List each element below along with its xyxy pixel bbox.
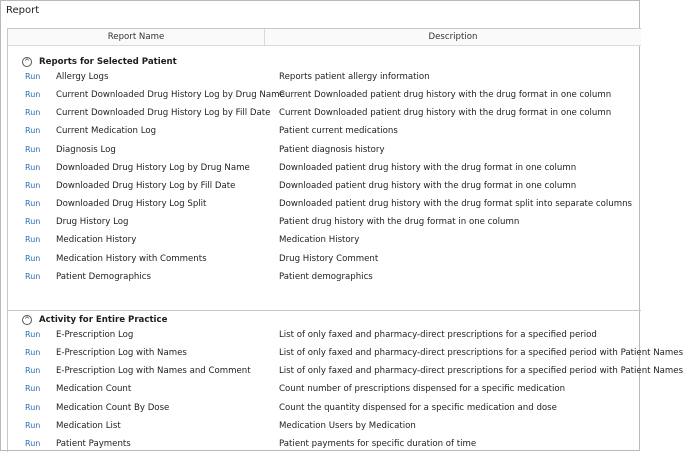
report-name-cell: Patient Demographics (56, 271, 151, 282)
report-name-cell: Medication History (56, 235, 137, 246)
table-row[interactable] (8, 362, 683, 380)
run-link[interactable]: Run (25, 199, 41, 209)
report-description-cell: Medication Users by Medication (279, 420, 416, 431)
column-header-description[interactable]: Description (428, 32, 478, 42)
report-description-cell: List of only faxed and pharmacy-direct prescriptions for a specified period (279, 330, 597, 340)
report-name-cell: Downloaded Drug History Log by Fill Date (56, 180, 236, 191)
report-description-cell: List of only faxed and pharmacy-direct prescriptions for a specified period with Patient Names (279, 366, 683, 377)
report-name-cell: Downloaded Drug History Log by Drug Name (56, 162, 250, 173)
report-name-cell: Diagnosis Log (56, 144, 116, 155)
table-row[interactable] (8, 344, 683, 362)
table-row[interactable] (8, 399, 641, 417)
run-link[interactable]: Run (25, 217, 41, 227)
table-row[interactable] (8, 435, 641, 453)
column-header-row (8, 29, 641, 46)
table-row[interactable] (8, 141, 641, 159)
run-link[interactable]: Run (25, 366, 41, 376)
table-row[interactable] (8, 250, 641, 268)
report-description-cell: Patient payments for specific duration of time (279, 438, 477, 449)
run-link[interactable]: Run (25, 402, 41, 412)
run-link[interactable]: Run (25, 90, 41, 100)
table-row[interactable] (8, 380, 641, 398)
report-description-cell: Reports patient allergy information (279, 72, 430, 82)
report-name-cell: Current Medication Log (56, 126, 157, 137)
collapse-toggle-icon[interactable]: ^ (22, 57, 32, 67)
report-name-cell: Allergy Logs (56, 72, 109, 82)
table-row[interactable] (8, 177, 641, 195)
run-link[interactable]: Run (25, 180, 41, 190)
table-row[interactable] (8, 104, 641, 122)
report-description-cell: Patient current medications (279, 126, 398, 137)
group-title: Activity for Entire Practice (39, 315, 168, 325)
report-name-cell: E-Prescription Log with Names (56, 348, 187, 359)
report-description-cell: Count number of prescriptions dispensed for a specific medication (279, 384, 566, 395)
report-description-cell: Downloaded patient drug history with the drug format split into separate columns (279, 199, 633, 210)
report-description-cell: Count the quantity dispensed for a specific medication and dose (279, 402, 557, 413)
group-separator (8, 310, 641, 311)
table-row[interactable] (8, 268, 641, 286)
report-description-cell: Medication History (279, 235, 360, 246)
report-description-cell: Current Downloaded patient drug history with the drug format in one column (279, 90, 612, 101)
run-link[interactable]: Run (25, 253, 41, 263)
report-name-cell: Medication Count (56, 384, 132, 395)
report-name-cell: Medication List (56, 420, 121, 431)
run-link[interactable]: Run (25, 144, 41, 154)
report-description-cell: Drug History Comment (279, 253, 379, 264)
run-link[interactable]: Run (25, 384, 41, 394)
run-link[interactable]: Run (25, 126, 41, 136)
report-description-cell: Downloaded patient drug history with the drug format in one column (279, 162, 577, 173)
table-row[interactable] (8, 326, 641, 344)
table-row[interactable] (8, 417, 641, 435)
report-name-cell: Medication Count By Dose (56, 402, 170, 413)
report-name-cell: E-Prescription Log (56, 330, 134, 340)
report-name-cell: Patient Payments (56, 438, 131, 449)
report-description-cell: Downloaded patient drug history with the drug format in one column (279, 180, 577, 191)
run-link[interactable]: Run (25, 271, 41, 281)
run-link[interactable]: Run (25, 438, 41, 448)
report-name-cell: Medication History with Comments (56, 253, 207, 264)
group-title: Reports for Selected Patient (39, 57, 177, 67)
report-description-cell: List of only faxed and pharmacy-direct prescriptions for a specified period with Patient Names (279, 348, 683, 359)
table-row[interactable] (8, 213, 641, 231)
table-row[interactable] (8, 68, 641, 86)
column-header-report-name[interactable]: Report Name (8, 29, 265, 45)
run-link[interactable]: Run (25, 72, 41, 81)
collapse-toggle-icon[interactable]: ^ (22, 315, 32, 325)
run-link[interactable]: Run (25, 235, 41, 245)
table-row[interactable] (8, 159, 641, 177)
report-grid (7, 28, 683, 452)
report-description-cell: Patient drug history with the drug format in one column (279, 217, 520, 228)
title-bar (1, 1, 639, 23)
report-description-cell: Patient demographics (279, 271, 373, 282)
report-name-cell: Downloaded Drug History Log Split (56, 199, 207, 210)
table-row[interactable] (8, 122, 641, 140)
run-link[interactable]: Run (25, 330, 41, 339)
table-row[interactable] (8, 86, 641, 104)
run-link[interactable]: Run (25, 420, 41, 430)
table-row[interactable] (8, 231, 641, 249)
run-link[interactable]: Run (25, 348, 41, 358)
window-title: Report (6, 5, 40, 16)
report-name-cell: Current Downloaded Drug History Log by Drug Name (56, 90, 285, 101)
report-description-cell: Current Downloaded patient drug history with the drug format in one column (279, 108, 612, 119)
run-link[interactable]: Run (25, 162, 41, 172)
report-name-cell: Drug History Log (56, 217, 129, 228)
report-name-cell: Current Downloaded Drug History Log by Fill Date (56, 108, 271, 119)
run-link[interactable]: Run (25, 108, 41, 118)
report-name-cell: E-Prescription Log with Names and Comment (56, 366, 251, 377)
report-description-cell: Patient diagnosis history (279, 144, 385, 155)
table-row[interactable] (8, 195, 641, 213)
